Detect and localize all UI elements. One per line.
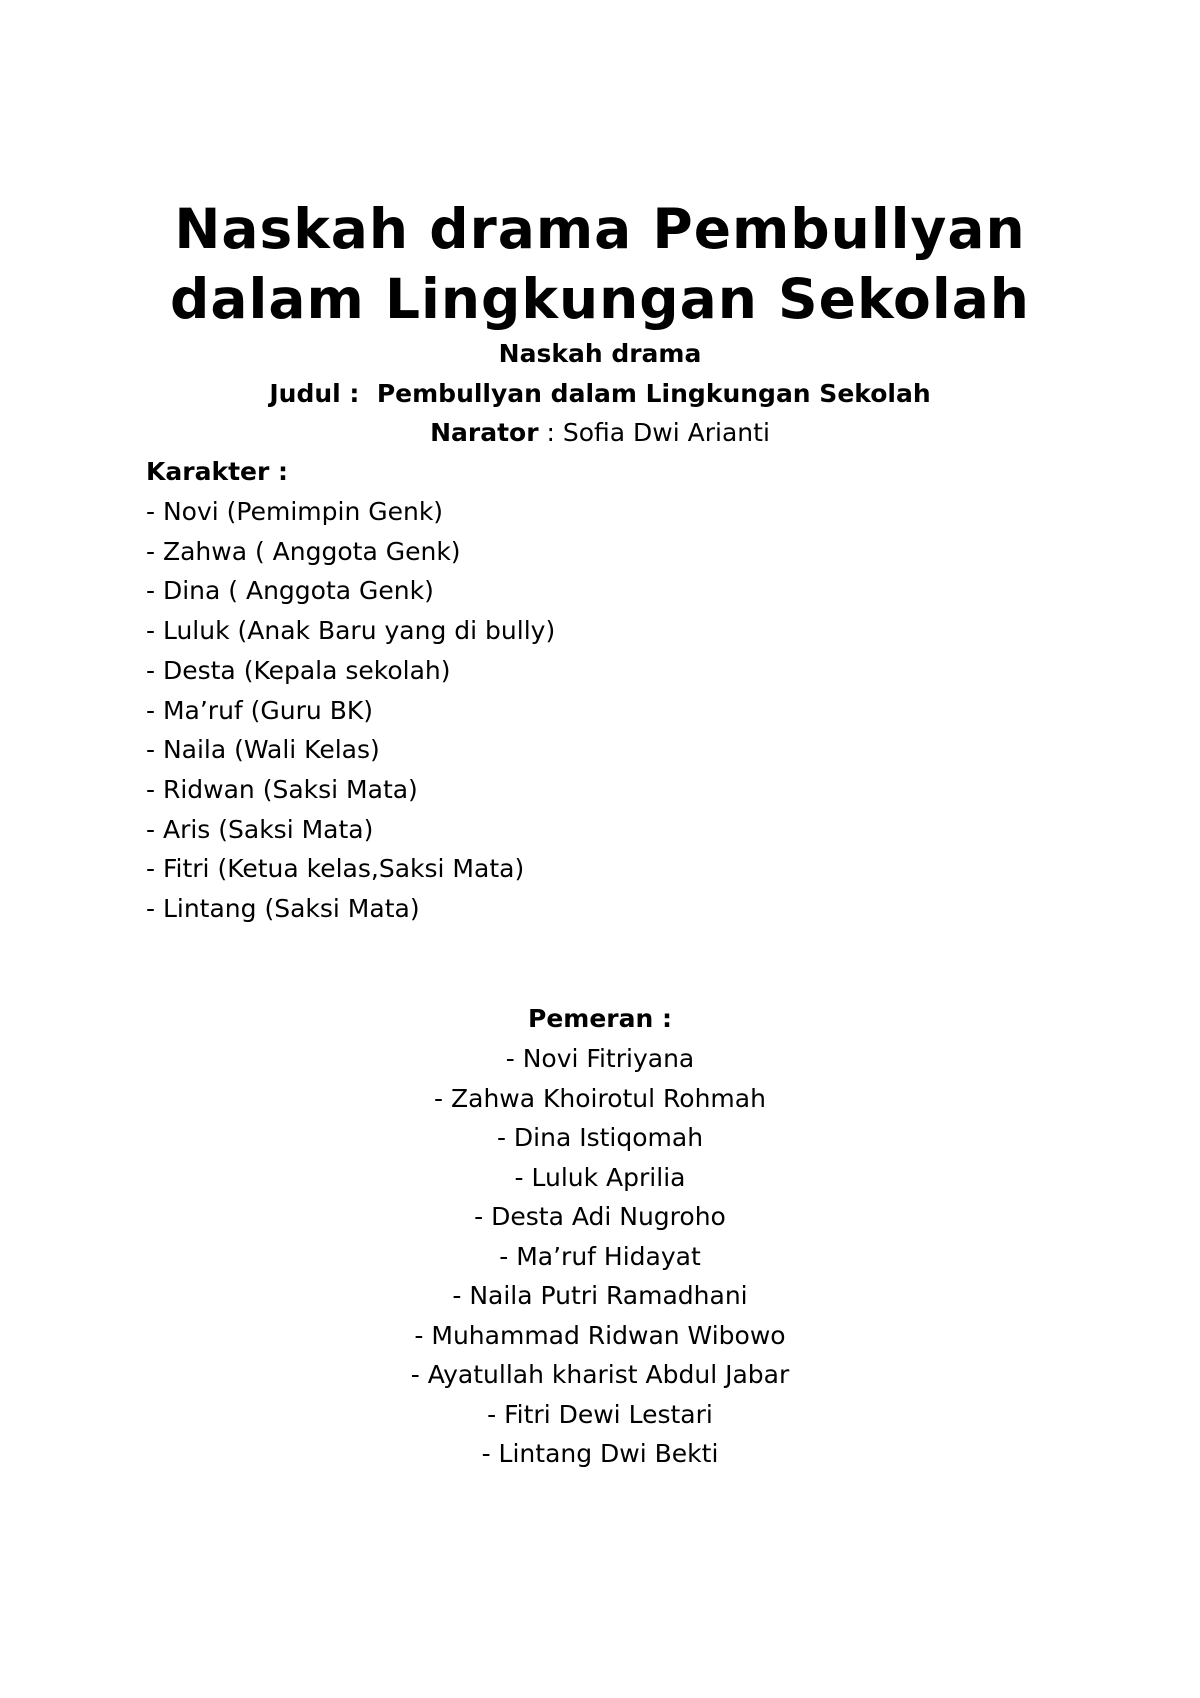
karakter-item: - Dina ( Anggota Genk) <box>146 576 434 606</box>
judul-label: Judul : <box>269 379 377 408</box>
pemeran-item: - Novi Fitriyana <box>505 1044 695 1073</box>
narator-label: Narator <box>430 418 539 447</box>
pemeran-item: - Lintang Dwi Bekti <box>481 1439 719 1468</box>
pemeran-item: - Fitri Dewi Lestari <box>487 1399 713 1429</box>
judul-line <box>0 374 1200 414</box>
document-title-line-2: dalam Lingkungan Sekolah <box>170 267 1030 331</box>
judul-value: Pembullyan dalam Lingkungan Sekolah <box>376 379 931 408</box>
karakter-item: - Aris (Saksi Mata) <box>146 814 374 844</box>
narator-line <box>0 413 1200 453</box>
karakter-item: - Ma’ruf (Guru BK) <box>146 695 374 725</box>
karakter-item: - Desta (Kepala sekolah) <box>146 655 451 685</box>
subtitle: Naskah drama <box>498 339 702 368</box>
pemeran-item: - Luluk Aprilia <box>514 1162 686 1192</box>
pemeran-item: - Dina Istiqomah <box>496 1123 704 1152</box>
karakter-item: - Lintang (Saksi Mata) <box>146 894 420 924</box>
document-title-line-1: Naskah drama Pembullyan <box>174 197 1026 261</box>
pemeran-item: - Ayatullah kharist Abdul Jabar <box>410 1360 790 1389</box>
pemeran-item: - Muhammad Ridwan Wibowo <box>414 1320 786 1350</box>
karakter-item: - Zahwa ( Anggota Genk) <box>146 536 461 566</box>
pemeran-item: - Desta Adi Nugroho <box>474 1202 726 1231</box>
karakter-item: - Novi (Pemimpin Genk) <box>146 497 444 526</box>
karakter-item: - Fitri (Ketua kelas,Saksi Mata) <box>146 854 525 884</box>
document-title <box>0 194 1200 334</box>
pemeran-section <box>0 999 1200 1474</box>
karakter-list <box>146 492 555 929</box>
karakter-item: - Luluk (Anak Baru yang di bully) <box>146 616 556 646</box>
karakter-heading: Karakter : <box>146 457 289 486</box>
karakter-section <box>146 452 555 929</box>
karakter-item: - Naila (Wali Kelas) <box>146 735 380 765</box>
pemeran-item: - Naila Putri Ramadhani <box>452 1281 748 1310</box>
pemeran-item: - Zahwa Khoirotul Rohmah <box>434 1083 766 1113</box>
karakter-item: - Ridwan (Saksi Mata) <box>146 774 418 804</box>
pemeran-item: - Ma’ruf Hidayat <box>499 1241 701 1271</box>
narator-value: : Sofia Dwi Arianti <box>538 418 770 447</box>
pemeran-list <box>0 1039 1200 1474</box>
pemeran-heading: Pemeran : <box>528 1004 672 1033</box>
